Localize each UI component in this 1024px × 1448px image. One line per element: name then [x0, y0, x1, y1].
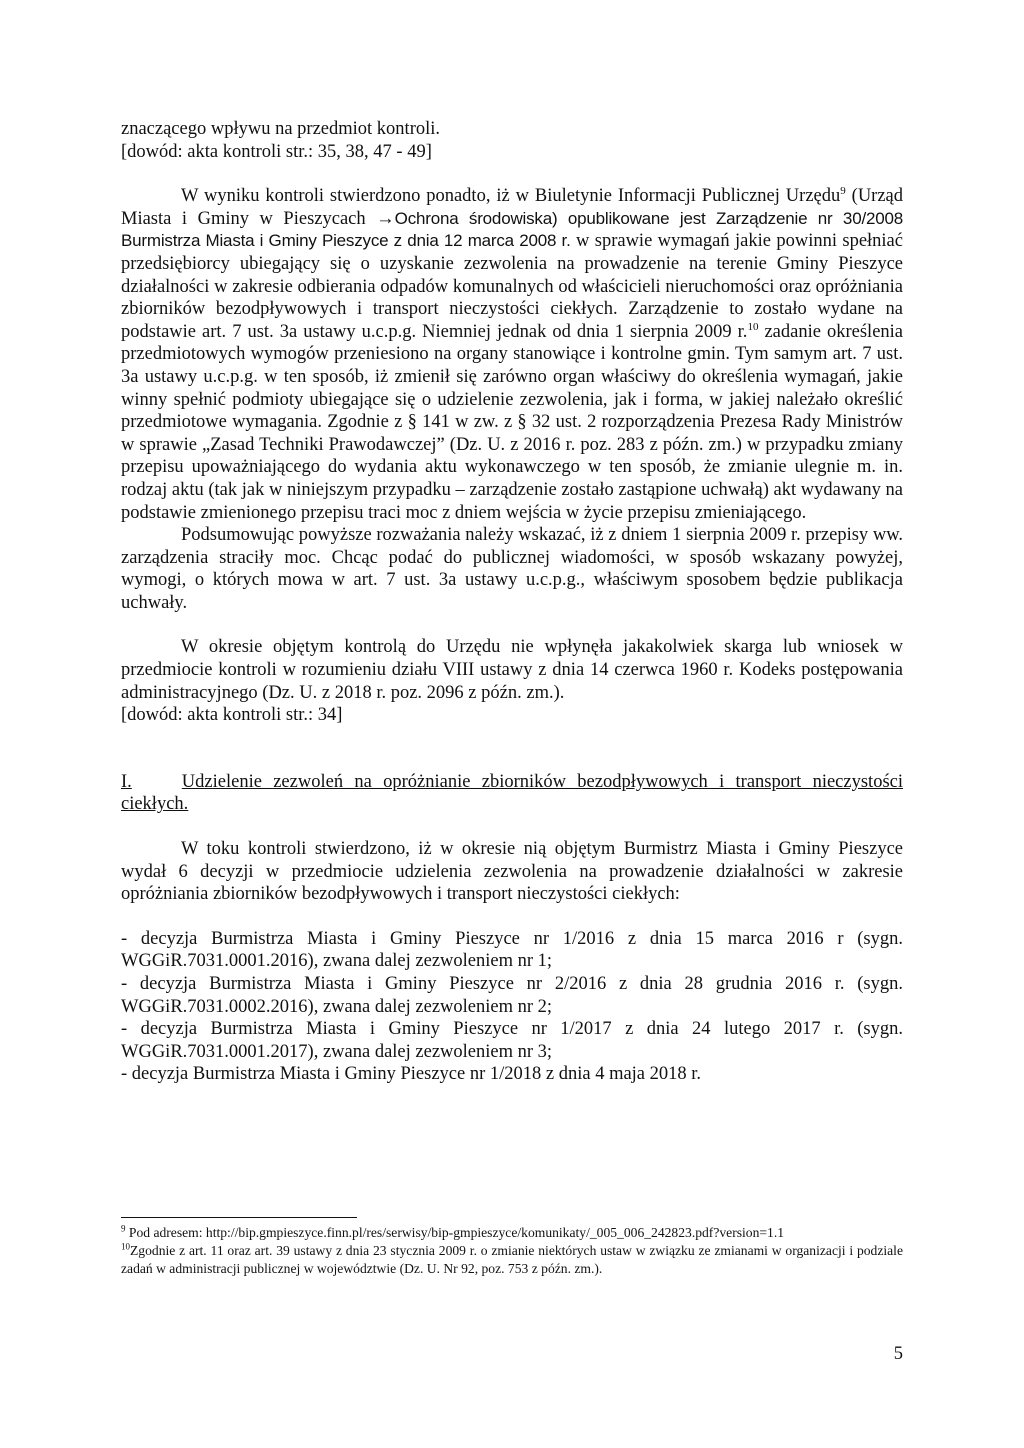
paragraph-complaints: W okresie objętym kontrolą do Urzędu nie wpłynęła jakakolwiek skarga lub wniosek w przedmiocie kontroli w rozumieniu działu VIII ustawy z dnia 14 czerwca 1960 r. Kodeks postępowania administracyjnego (Dz. U. z 2018 r. poz. 2096 z późn. zm.).	[121, 637, 903, 703]
footnote-10: $^{10}$Zgodnie z art. 11 oraz art. 39 ustawy z dnia 23 stycznia 2009 r. o zmianie niektórych ustaw w związku ze zmianami w organizacji i podziale zadań w administracji publicznej w województwie (Dz. U. Nr 92, poz. 753 z późn. zm.).	[121, 1241, 903, 1277]
page-number: 5	[893, 1344, 903, 1364]
section-heading	[121, 771, 903, 816]
paragraph-summary: Podsumowując powyższe rozważania należy wskazać, iż z dniem 1 sierpnia 2009 r. przepisy ww. zarządzenia straciły moc. Chcąc podać do publicznej wiadomości, w sposób wskazany powyżej, wymogi, o których mowa w art. 7 ust. 3a ustawy u.c.p.g., właściwym sposobem będzie publikacja uchwały.	[121, 525, 903, 613]
evidence-reference: [dowód: akta kontroli str.: 35, 38, 47 - 49]	[121, 141, 432, 162]
evidence-reference: [dowód: akta kontroli str.: 34]	[121, 705, 343, 726]
footnotes	[121, 1224, 903, 1279]
footnote-ref-9: 9	[840, 185, 846, 198]
text-line: znaczącego wpływu na przedmiot kontroli.	[121, 119, 441, 139]
section-title: Udzielenie zezwoleń na opróżnianie zbiorników bezodpływowych i transport nieczystości ciekłych.	[121, 771, 903, 815]
arrow-icon: →	[376, 208, 395, 229]
document-body	[121, 118, 903, 1086]
list-item: - decyzja Burmistrza Miasta i Gminy Pieszyce nr 1/2018 z dnia 4 maja 2018 r.	[121, 1064, 702, 1085]
paragraph-decisions-intro: W toku kontroli stwierdzono, iż w okresie nią objętym Burmistrz Miasta i Gminy Pieszyce wydał 6 decyzji w przedmiocie udzielenia zezwolenia na prowadzenie działalności w zakresie opróżniania zbiorników bezodpływowych i transport nieczystości ciekłych:	[121, 839, 903, 905]
paragraph-bip-publication: W wyniku kontroli stwierdzono ponadto, iż w Biuletynie Informacji Publicznej Urzędu$^9$ (Urząd Miasta i Gminy w Pieszycach →Ochrona środowiska) opublikowane jest Zarządzenie nr 30/2008 Burmistrza Miasta i Gminy Pieszyce z dnia 12 marca 2008 r. w sprawie wymagań jakie powinni spełniać przedsiębiorcy ubiegający się o uzyskanie zezwolenia na prowadzenie na terenie Gminy Pieszyce działalności w zakresie odbierania odpadów komunalnych od właścicieli nieruchomości oraz opróżniania zbiorników bezodpływowych i transport nieczystości ciekłych. Zarządzenie to zostało wydane na podstawie art. 7 ust. 3a ustawy u.c.p.g. Niemniej jednak od dnia 1 sierpnia 2009 r.$^{10}$ zadanie określenia przedmiotowych wymogów przeniesiono na organy stanowiące i kontrolne gmin. Tym samym art. 7 ust. 3a ustawy u.c.p.g. w ten sposób, iż zmienił się zarówno organ właściwy do określenia wymagań, jakie winny spełnić podmioty ubiegające się o udzielenie zezwolenia, jak i forma, w jakiej należało określić przedmiotowe wymagania. Zgodnie z § 141 w zw. z § 32 ust. 2 rozporządzenia Prezesa Rady Ministrów w sprawie „Zasad Techniki Prawodawczej” (Dz. U. z 2016 r. poz. 283 z późn. zm.) w przypadku zmiany przepisu upoważniającego do wydania aktu wykonawczego w ten sposób, że zmianie ulegnie m. in. rodzaj aktu (tak jak w niniejszym przypadku – zarządzenie zostało zastąpione uchwałą) akt wydawany na podstawie zmienionego przepisu traci moc z dniem wejścia w życie przepisu zmieniającego.	[121, 185, 904, 523]
footnote-9: $^9$ Pod adresem: http://bip.gmpieszyce.finn.pl/res/serwisy/bip-gmpieszyce/komunikaty/_005_006_242823.pdf?version=1.1	[121, 1223, 785, 1240]
footnote-divider	[121, 1217, 357, 1218]
footnote-ref-10: 10	[747, 320, 759, 333]
list-item: - decyzja Burmistrza Miasta i Gminy Pieszyce nr 1/2017 z dnia 24 lutego 2017 r. (sygn. WGGiR.7031.0001.2017), zwana dalej zezwoleniem nr 3;	[121, 1019, 903, 1062]
section-number: I.	[121, 771, 132, 792]
decisions-list	[121, 928, 903, 1086]
list-item: - decyzja Burmistrza Miasta i Gminy Pieszyce nr 1/2016 z dnia 15 marca 2016 r (sygn. WGGiR.7031.0001.2016), zwana dalej zezwoleniem nr 1;	[121, 928, 903, 972]
list-item: - decyzja Burmistrza Miasta i Gminy Pieszyce nr 2/2016 z dnia 28 grudnia 2016 r. (sygn. WGGiR.7031.0002.2016), zwana dalej zezwoleniem nr 2;	[121, 974, 903, 1017]
